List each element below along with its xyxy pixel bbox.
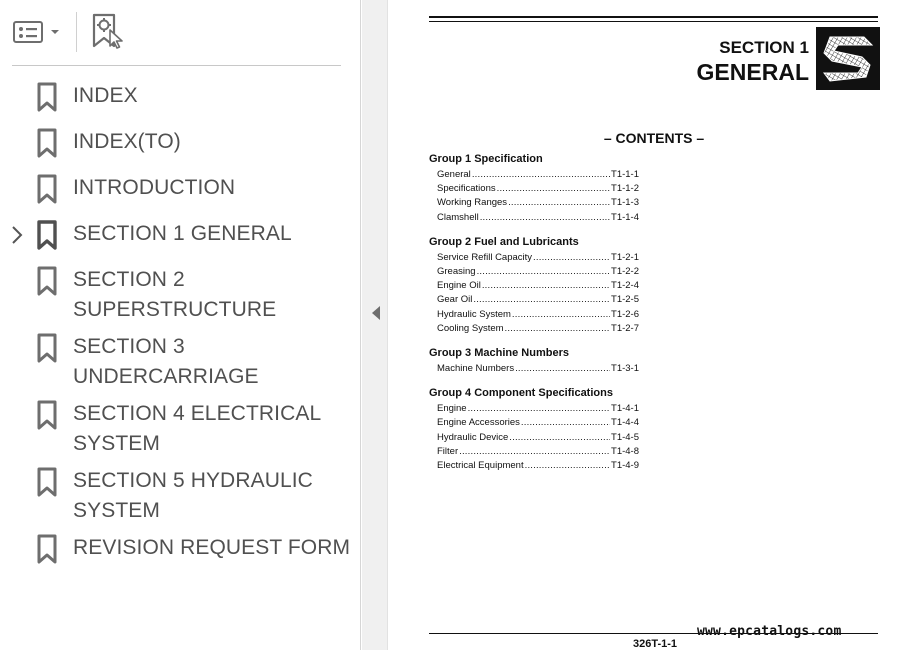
toc-group-title: Group 2 Fuel and Lubricants: [429, 235, 579, 248]
toc-entry-name: Service Refill Capacity: [437, 251, 533, 263]
toc-entry-name: Clamshell: [437, 211, 479, 223]
bookmark-label: REVISION REQUEST FORM: [73, 536, 351, 559]
expand-chevron-right-icon[interactable]: [8, 224, 26, 246]
bookmark-icon: [36, 534, 58, 564]
toc-leader: [525, 459, 610, 473]
bookmark-label-line: SYSTEM: [73, 499, 160, 522]
bookmark-icon: [36, 174, 58, 204]
toc-group: [429, 152, 649, 225]
toc-entry[interactable]: [429, 322, 639, 336]
bookmark-section-2-superstructure[interactable]: [0, 258, 361, 325]
toc-entry[interactable]: [429, 308, 639, 322]
bookmark-revision-request-form[interactable]: [0, 526, 361, 572]
toc-entry-name: Gear Oil: [437, 294, 473, 306]
toc-entry-page: T1-2-6: [611, 308, 639, 320]
toc-entry-name: Engine Oil: [437, 280, 481, 292]
toc-leader: [509, 431, 610, 445]
toc-entry-name: Engine Accessories: [437, 417, 520, 429]
toc-entry-page: T1-2-7: [611, 322, 639, 334]
bookmark-introduction[interactable]: [0, 166, 361, 212]
toc-entry[interactable]: [429, 293, 639, 307]
toc-entry[interactable]: [429, 265, 639, 279]
toc-leader: [477, 265, 610, 279]
toc-entry[interactable]: [429, 445, 639, 459]
bookmark-label-line: SUPERSTRUCTURE: [73, 298, 277, 321]
toc-entry-page: T1-2-4: [611, 280, 639, 292]
toc-entry-page: T1-4-9: [611, 460, 639, 472]
bookmark-label-line: SECTION 5 HYDRAULIC: [73, 469, 313, 492]
collapse-left-icon[interactable]: [369, 303, 383, 323]
toc-leader: [521, 416, 610, 430]
bookmark-label: INTRODUCTION: [73, 176, 236, 199]
panel-splitter[interactable]: [362, 0, 388, 650]
toc-entry[interactable]: [429, 168, 639, 182]
toolbar-separator: [76, 12, 77, 52]
toc-entry-name: General: [437, 169, 471, 180]
bookmark-icon: [36, 220, 58, 250]
toc-entry-name: Working Ranges: [437, 197, 508, 209]
toc-entry-name: Engine: [437, 403, 467, 415]
toc-entry[interactable]: [429, 402, 639, 416]
bookmark-section-3-undercarriage[interactable]: [0, 325, 361, 392]
section-s-logo: [816, 27, 880, 90]
bookmark-options-button[interactable]: [12, 16, 64, 48]
toc-leader: [508, 196, 610, 210]
bookmark-label: INDEX: [73, 84, 138, 107]
toc-entry-name: Electrical Equipment: [437, 460, 524, 472]
toc-group-title: Group 1 Specification: [429, 153, 543, 165]
bookmark-label-line: SECTION 3: [73, 335, 185, 358]
toc-entry-name: Filter: [437, 445, 459, 457]
bookmark-label: [73, 399, 353, 459]
watermark: www.epcatalogs.com: [697, 624, 842, 639]
toc-entry[interactable]: [429, 279, 639, 293]
bookmark-label: [73, 466, 353, 526]
toc-group: [429, 346, 649, 376]
toc-entry-page: T1-1-2: [611, 183, 639, 195]
bookmark-label-line: SYSTEM: [73, 432, 160, 455]
toc-entry-page: T1-4-1: [611, 403, 639, 415]
toc-entry-page: T1-1-3: [611, 197, 639, 209]
table-of-contents: [429, 152, 649, 483]
toc-entry-name: Hydraulic Device: [437, 431, 509, 443]
bookmark-icon: [36, 266, 58, 296]
list-options-icon: [12, 18, 44, 46]
bookmark-label: [73, 265, 353, 325]
chevron-down-icon: [48, 18, 62, 46]
bookmark-list: [0, 74, 361, 572]
bookmark-icon: [36, 400, 58, 430]
bookmark-index-to[interactable]: [0, 120, 361, 166]
toc-entry-name: Cooling System: [437, 322, 504, 334]
contents-heading: – CONTENTS –: [603, 130, 705, 146]
toc-leader: [515, 362, 610, 376]
toc-leader: [472, 168, 610, 182]
find-current-bookmark-button[interactable]: [90, 12, 126, 50]
toc-entry[interactable]: [429, 431, 639, 445]
toc-group-title: Group 4 Component Specifications: [429, 387, 613, 400]
bookmark-icon: [36, 333, 58, 363]
toc-entry-page: T1-4-8: [611, 445, 639, 457]
toc-entry[interactable]: [429, 182, 639, 196]
toc-entry-page: T1-2-2: [611, 266, 639, 278]
toc-entry-name: Machine Numbers: [437, 363, 515, 375]
toc-entry[interactable]: [429, 459, 639, 473]
toc-entry[interactable]: [429, 362, 639, 376]
toc-leader: [480, 211, 610, 225]
toc-group: [429, 386, 649, 473]
toc-entry[interactable]: [429, 251, 639, 265]
bookmark-index[interactable]: [0, 74, 361, 120]
header-rule: [429, 16, 878, 18]
toc-entry[interactable]: [429, 416, 639, 430]
bookmark-label-line: UNDERCARRIAGE: [73, 365, 259, 388]
toc-entry-page: T1-2-5: [611, 294, 639, 306]
toc-group-title: Group 3 Machine Numbers: [429, 347, 569, 360]
bookmark-icon: [36, 82, 58, 112]
toc-entry-page: T1-4-5: [611, 431, 639, 443]
toc-entry[interactable]: [429, 196, 639, 210]
bookmark-label: SECTION 1 GENERAL: [73, 222, 292, 245]
toc-leader: [459, 445, 610, 459]
bookmark-label: INDEX(TO): [73, 130, 181, 153]
toc-leader: [497, 182, 610, 196]
toc-entry-page: T1-1-4: [611, 211, 639, 223]
toc-group: [429, 235, 649, 336]
bookmark-section-5-hydraulic-system[interactable]: [0, 459, 361, 526]
toc-leader: [482, 279, 610, 293]
toc-entry-page: T1-2-1: [611, 251, 639, 263]
toc-leader: [505, 322, 610, 336]
toc-leader: [473, 293, 610, 307]
toc-leader: [533, 251, 610, 265]
toc-entry-name: Hydraulic System: [437, 308, 511, 320]
toc-leader: [512, 308, 610, 322]
bookmarks-toolbar: [0, 0, 361, 66]
toc-entry-name: Greasing: [437, 266, 476, 278]
section-number: SECTION 1: [719, 38, 809, 57]
toc-entry-page: T1-1-1: [611, 169, 639, 180]
bookmarks-panel: [0, 0, 361, 650]
toc-leader: [468, 402, 610, 416]
bookmark-icon: [36, 128, 58, 158]
bookmark-label-line: SECTION 4 ELECTRICAL: [73, 402, 322, 425]
bookmark-label-line: SECTION 2: [73, 268, 185, 291]
bookmark-icon: [36, 467, 58, 497]
bookmark-section-1-general[interactable]: [0, 212, 361, 258]
header-rule-thin: [429, 21, 878, 22]
bookmark-section-4-electrical-system[interactable]: [0, 392, 361, 459]
toolbar-divider: [12, 65, 341, 66]
toc-entry-name: Specifications: [437, 183, 496, 195]
bookmark-label: [73, 332, 353, 392]
toc-entry-page: T1-4-4: [611, 417, 639, 429]
toc-entry-page: T1-3-1: [611, 363, 639, 375]
toc-entry[interactable]: [429, 211, 639, 225]
section-title: GENERAL: [696, 59, 809, 85]
find-bookmark-icon: [90, 12, 126, 50]
document-page: [389, 0, 908, 650]
page-number: 326T-1-1: [633, 638, 678, 650]
